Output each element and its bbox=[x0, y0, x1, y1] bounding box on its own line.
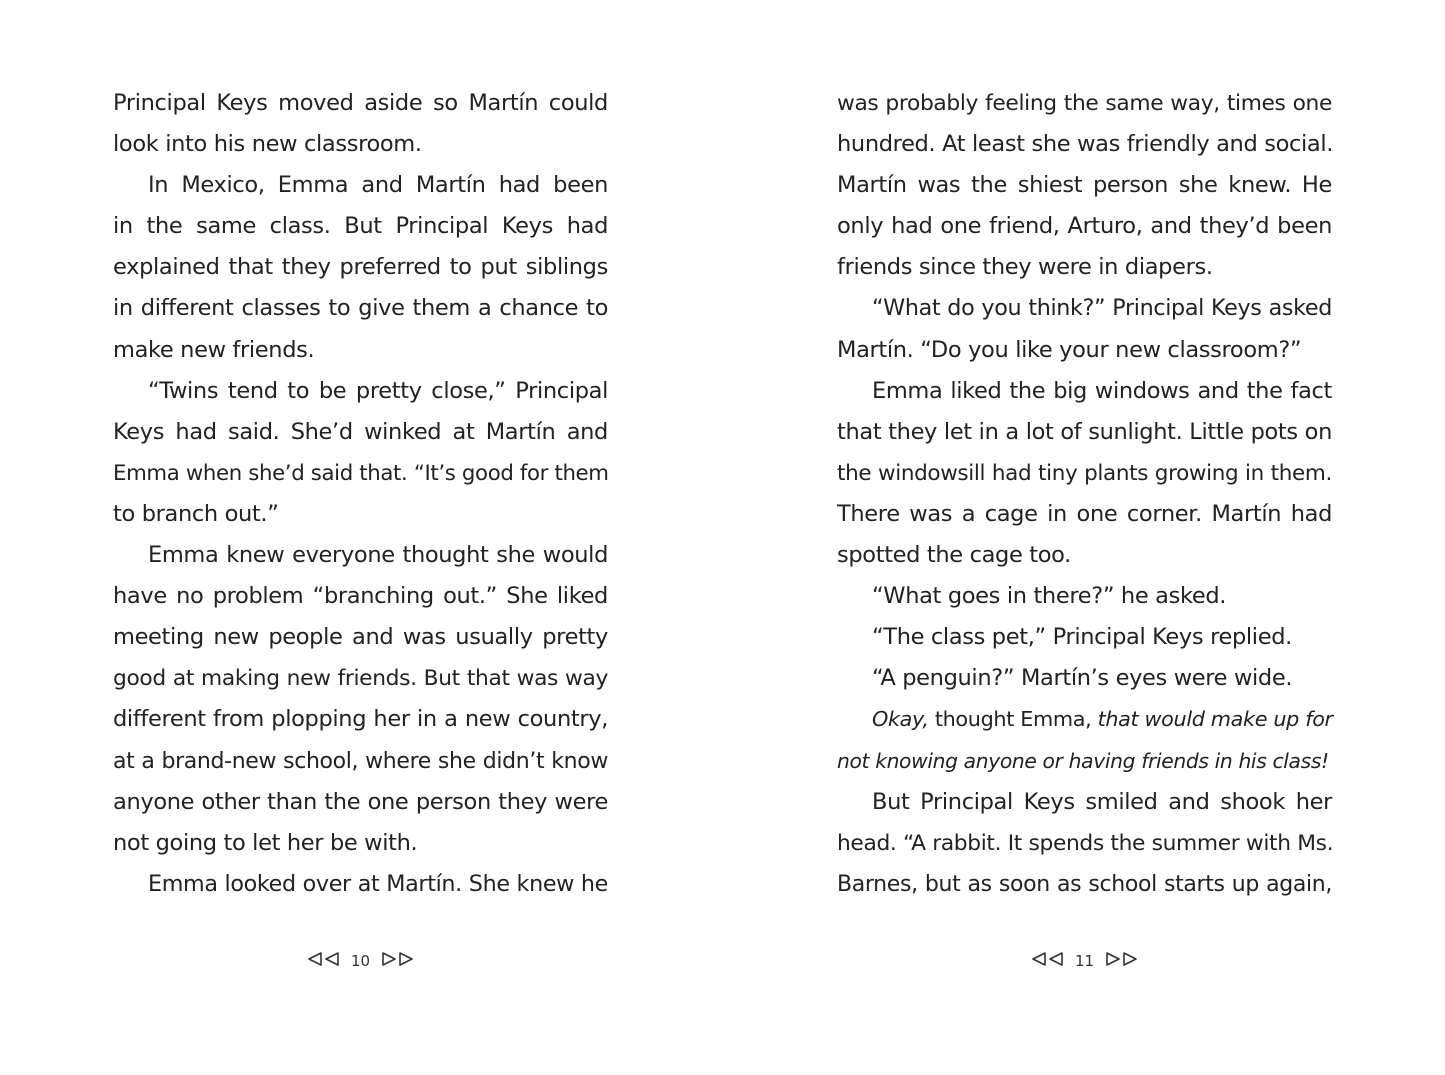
text-line: Emma when she’d said that. “It’s good for them bbox=[113, 460, 609, 486]
text-line: “A penguin?” Martín’s eyes were wide. bbox=[872, 665, 1293, 692]
text-line: that they let in a lot of sunlight. Little pots on bbox=[837, 418, 1332, 445]
text-line: hundred. At least she was friendly and social. bbox=[837, 131, 1334, 158]
text-line: Principal Keys moved aside so Martín could bbox=[113, 90, 608, 116]
text-line-mixed bbox=[837, 699, 1332, 740]
text-line: not going to let her be with. bbox=[113, 829, 418, 856]
text-line: at a brand-new school, where she didn’t know bbox=[113, 748, 608, 774]
page-number: 11 bbox=[1074, 952, 1095, 970]
text-line: only had one friend, Arturo, and they’d been bbox=[837, 213, 1332, 240]
left-page bbox=[113, 83, 608, 905]
text-line: Emma knew everyone thought she would bbox=[148, 542, 608, 569]
page-footer bbox=[837, 950, 1332, 968]
text-line: meeting new people and was usually pretty bbox=[113, 624, 608, 651]
italic-text: not knowing anyone or having friends in his class! bbox=[837, 748, 1329, 773]
text-line: friends since they were in diapers. bbox=[837, 254, 1213, 281]
text-line: “The class pet,” Principal Keys replied. bbox=[872, 624, 1292, 651]
page-number: 10 bbox=[350, 952, 371, 970]
text-line: head. “A rabbit. It spends the summer with Ms. bbox=[837, 830, 1334, 856]
text-line: different from plopping her in a new country, bbox=[113, 706, 608, 733]
text-line: have no problem “branching out.” She liked bbox=[113, 583, 608, 610]
double-left-arrow-icon bbox=[1031, 952, 1065, 966]
page-footer bbox=[113, 950, 608, 968]
text-line: Martín was the shiest person she knew. He bbox=[837, 172, 1332, 199]
text-line: “What do you think?” Principal Keys asked bbox=[872, 295, 1332, 322]
double-right-arrow-icon bbox=[380, 952, 414, 966]
text-line: Keys had said. She’d winked at Martín and bbox=[113, 418, 608, 445]
text-line: “What goes in there?” he asked. bbox=[872, 583, 1227, 610]
double-right-arrow-icon bbox=[1104, 952, 1138, 966]
text-line: to branch out.” bbox=[113, 500, 279, 527]
text-line: explained that they preferred to put siblings bbox=[113, 254, 608, 281]
right-page bbox=[837, 83, 1332, 905]
text-span: thought Emma, bbox=[928, 707, 1098, 732]
double-left-arrow-icon bbox=[307, 952, 341, 966]
text-line: make new friends. bbox=[113, 336, 315, 363]
text-line: Emma looked over at Martín. She knew he bbox=[148, 870, 608, 897]
text-line: look into his new classroom. bbox=[113, 131, 422, 158]
text-line: anyone other than the one person they were bbox=[113, 788, 608, 815]
text-line: spotted the cage too. bbox=[837, 542, 1071, 569]
text-line: In Mexico, Emma and Martín had been bbox=[148, 172, 608, 199]
italic-text: Okay, bbox=[872, 707, 929, 732]
italic-text: that would make up for bbox=[1097, 707, 1333, 732]
text-line: good at making new friends. But that was way bbox=[113, 666, 608, 692]
text-line bbox=[837, 741, 1332, 782]
text-line: Barnes, but as soon as school starts up again, bbox=[837, 871, 1332, 897]
text-line: in different classes to give them a chance to bbox=[113, 295, 608, 322]
text-line: “Twins tend to be pretty close,” Principal bbox=[148, 377, 608, 404]
text-line: But Principal Keys smiled and shook her bbox=[872, 788, 1332, 815]
text-line: There was a cage in one corner. Martín had bbox=[837, 500, 1332, 527]
text-line: in the same class. But Principal Keys had bbox=[113, 213, 608, 240]
text-line: was probably feeling the same way, times one bbox=[837, 91, 1332, 116]
text-line: the windowsill had tiny plants growing in them. bbox=[837, 460, 1332, 486]
text-line: Martín. “Do you like your new classroom?” bbox=[837, 336, 1302, 363]
text-line: Emma liked the big windows and the fact bbox=[872, 377, 1332, 404]
